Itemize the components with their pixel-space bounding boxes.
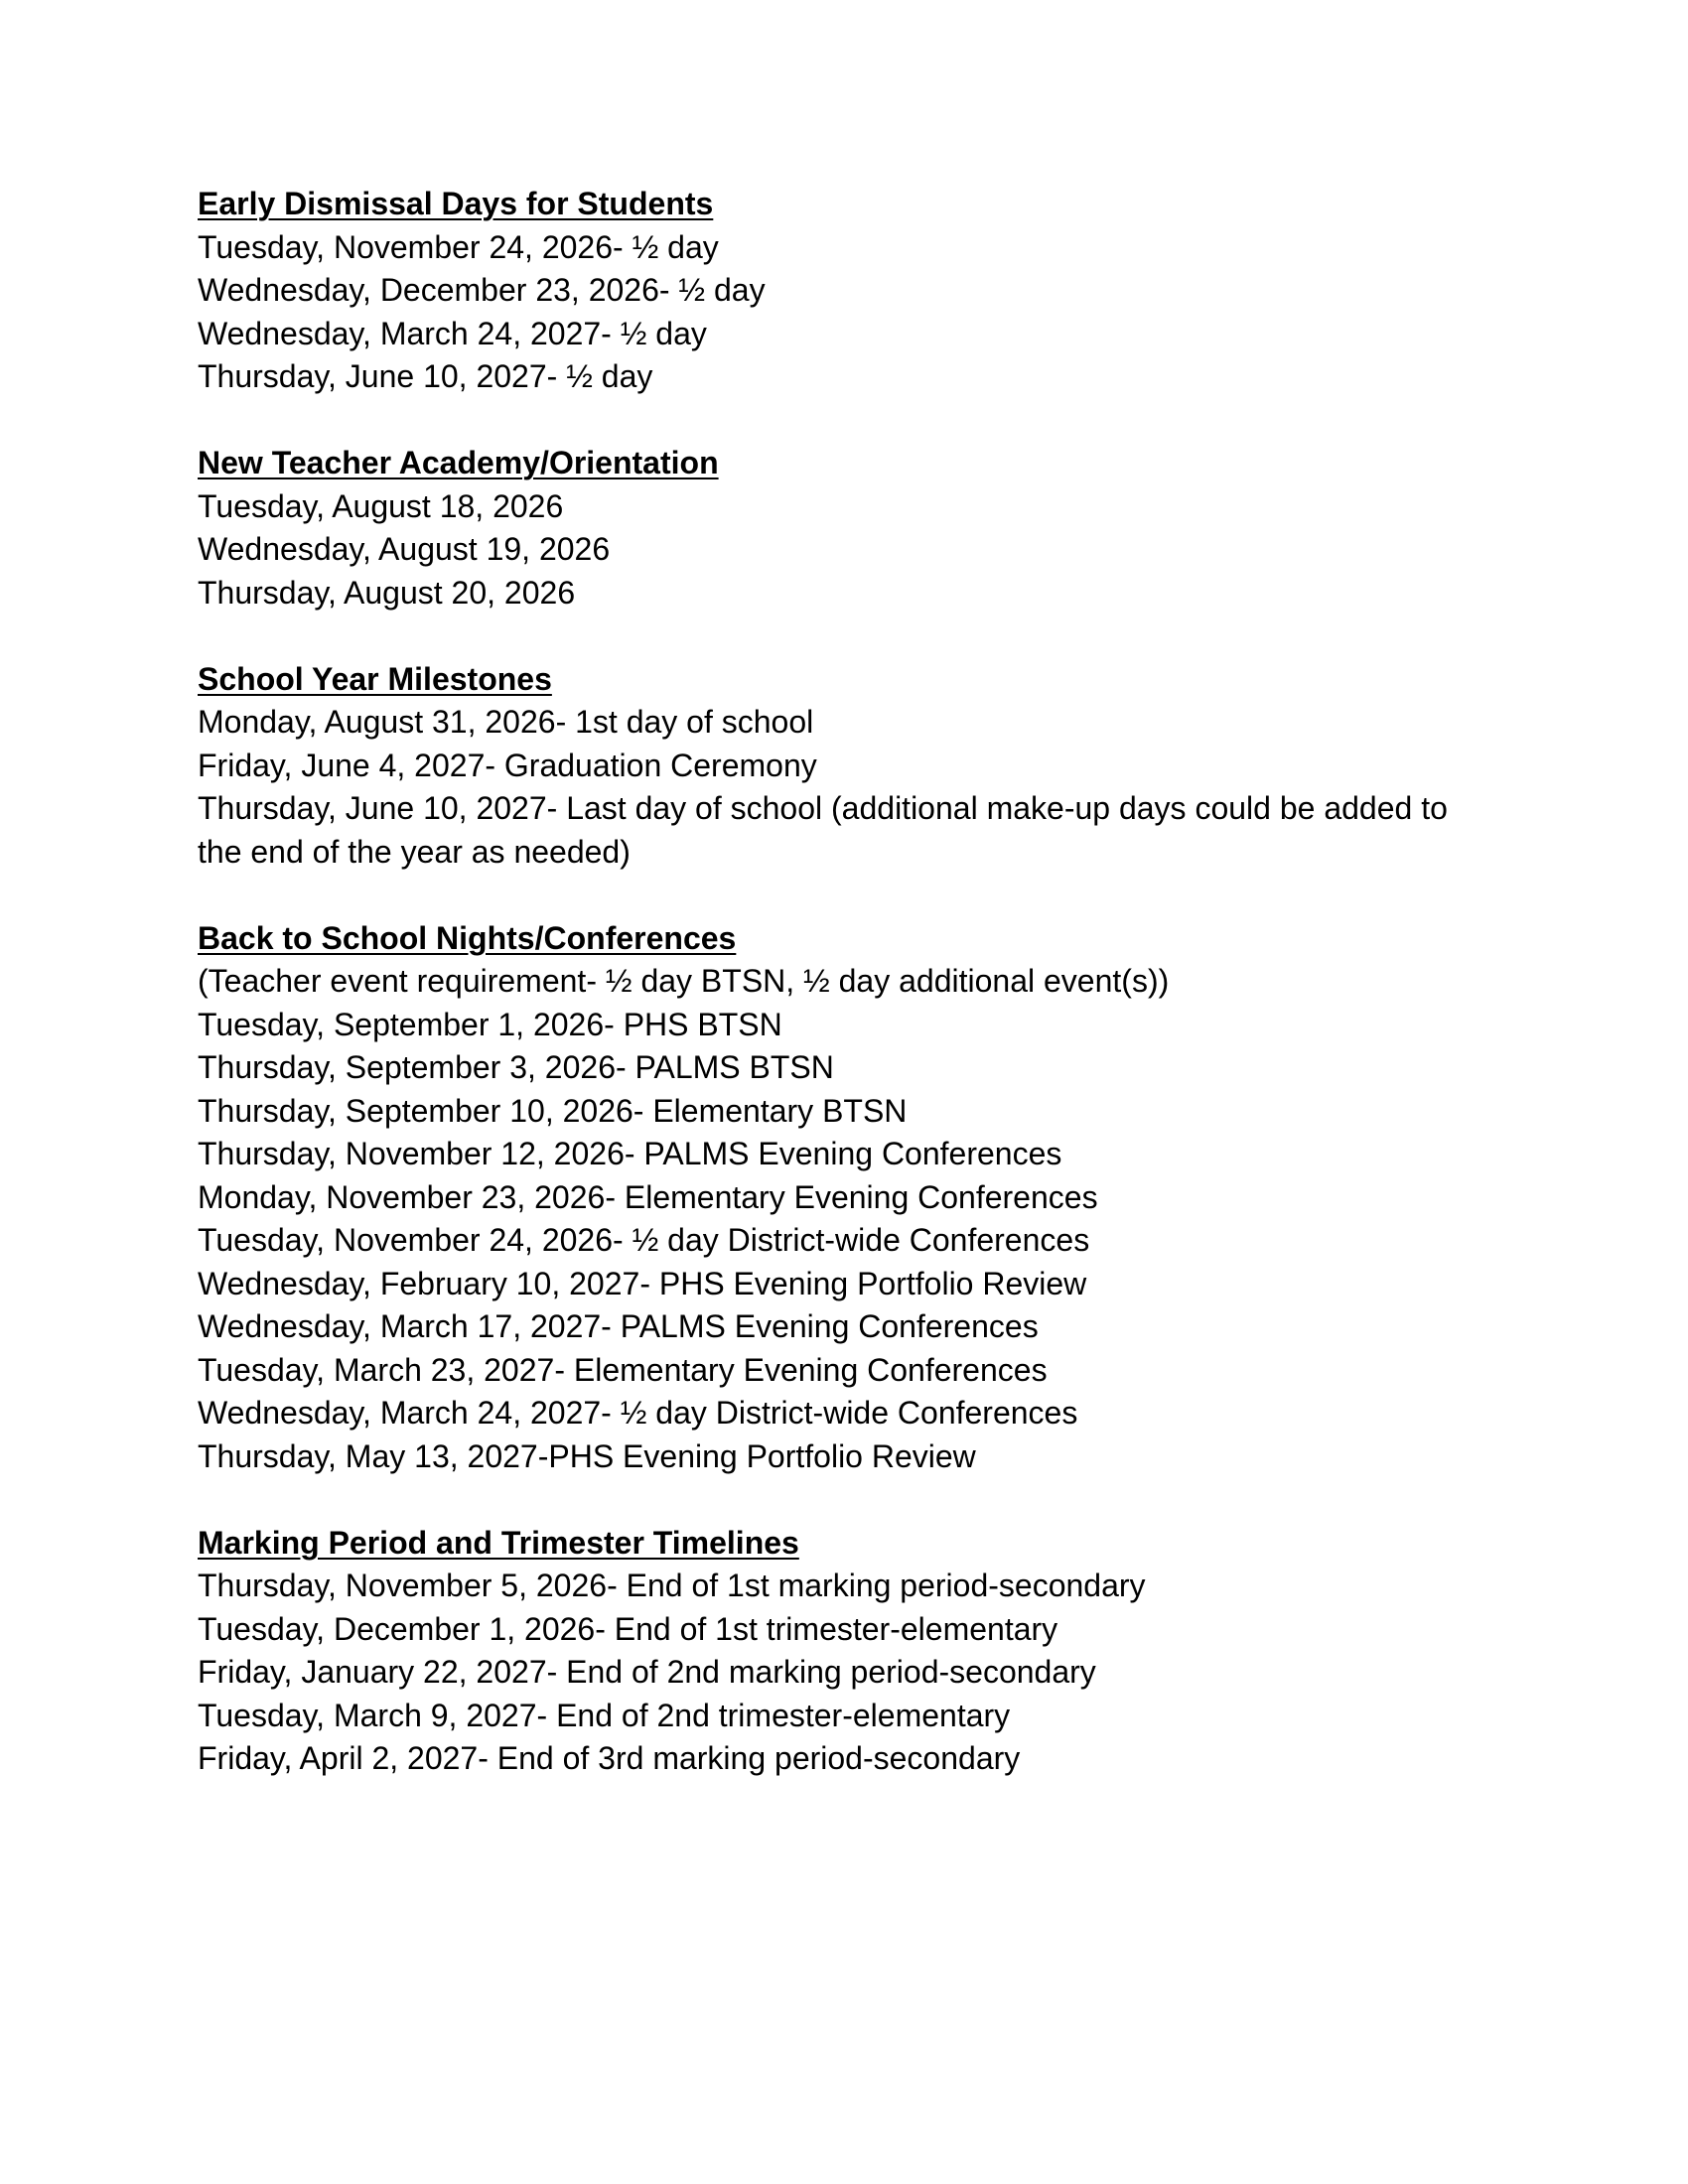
list-item: Thursday, November 5, 2026- End of 1st marking period-secondary [198, 1568, 1146, 1603]
list-item: Thursday, September 10, 2026- Elementary BTSN [198, 1092, 908, 1129]
list-item: Tuesday, August 18, 2026 [198, 487, 564, 524]
list-item: Wednesday, February 10, 2027- PHS Evening Portfolio Review [198, 1265, 1087, 1301]
list-item: Tuesday, March 23, 2027- Elementary Evening Conferences [198, 1351, 1048, 1388]
list-item: Friday, June 4, 2027- Graduation Ceremony [198, 747, 817, 783]
section-heading: Marking Period and Trimester Timelines [198, 1524, 799, 1561]
list-item: Wednesday, December 23, 2026- ½ day [198, 272, 766, 308]
list-item: Wednesday, August 19, 2026 [198, 531, 611, 567]
list-item: Monday, August 31, 2026- 1st day of school [198, 704, 814, 740]
list-item: Thursday, June 10, 2027- Last day of school (additional make-up days could be added to the end of the year as needed) [198, 790, 1457, 870]
list-item: Friday, April 2, 2027- End of 3rd marking period-secondary [198, 1740, 1021, 1776]
list-item: Tuesday, December 1, 2026- End of 1st trimester-elementary [198, 1610, 1058, 1647]
list-item: Wednesday, March 24, 2027- ½ day District-wide Conferences [198, 1395, 1078, 1431]
list-item: Thursday, September 3, 2026- PALMS BTSN [198, 1049, 834, 1085]
section-heading: Back to School Nights/Conferences [198, 919, 737, 956]
section-heading: School Year Milestones [198, 660, 552, 697]
list-item: Wednesday, March 24, 2027- ½ day [198, 315, 707, 351]
section-marking-period-timelines [198, 1522, 1488, 1781]
section-back-to-school-nights [198, 917, 1488, 1479]
list-item: Tuesday, September 1, 2026- PHS BTSN [198, 1006, 782, 1042]
list-item: Friday, January 22, 2027- End of 2nd marking period-secondary [198, 1654, 1096, 1690]
list-item: Tuesday, November 24, 2026- ½ day [198, 228, 719, 265]
section-school-year-milestones [198, 658, 1488, 875]
document-page [198, 183, 1488, 1824]
list-item: Thursday, November 12, 2026- PALMS Evening Conferences [198, 1136, 1062, 1171]
list-item: Wednesday, March 17, 2027- PALMS Evening Conferences [198, 1308, 1039, 1344]
section-new-teacher-academy [198, 442, 1488, 614]
list-item: Tuesday, March 9, 2027- End of 2nd trimester-elementary [198, 1697, 1011, 1733]
section-heading: New Teacher Academy/Orientation [198, 445, 719, 480]
section-heading: Early Dismissal Days for Students [198, 186, 714, 221]
section-early-dismissal [198, 183, 1488, 399]
list-item: Monday, November 23, 2026- Elementary Evening Conferences [198, 1178, 1098, 1215]
list-item: Thursday, May 13, 2027-PHS Evening Portfolio Review [198, 1437, 976, 1474]
list-item: Thursday, August 20, 2026 [198, 574, 576, 611]
list-item: Tuesday, November 24, 2026- ½ day District-wide Conferences [198, 1222, 1090, 1258]
list-item: Thursday, June 10, 2027- ½ day [198, 358, 653, 394]
list-item-note: (Teacher event requirement- ½ day BTSN, ½ day additional event(s)) [198, 963, 1170, 999]
